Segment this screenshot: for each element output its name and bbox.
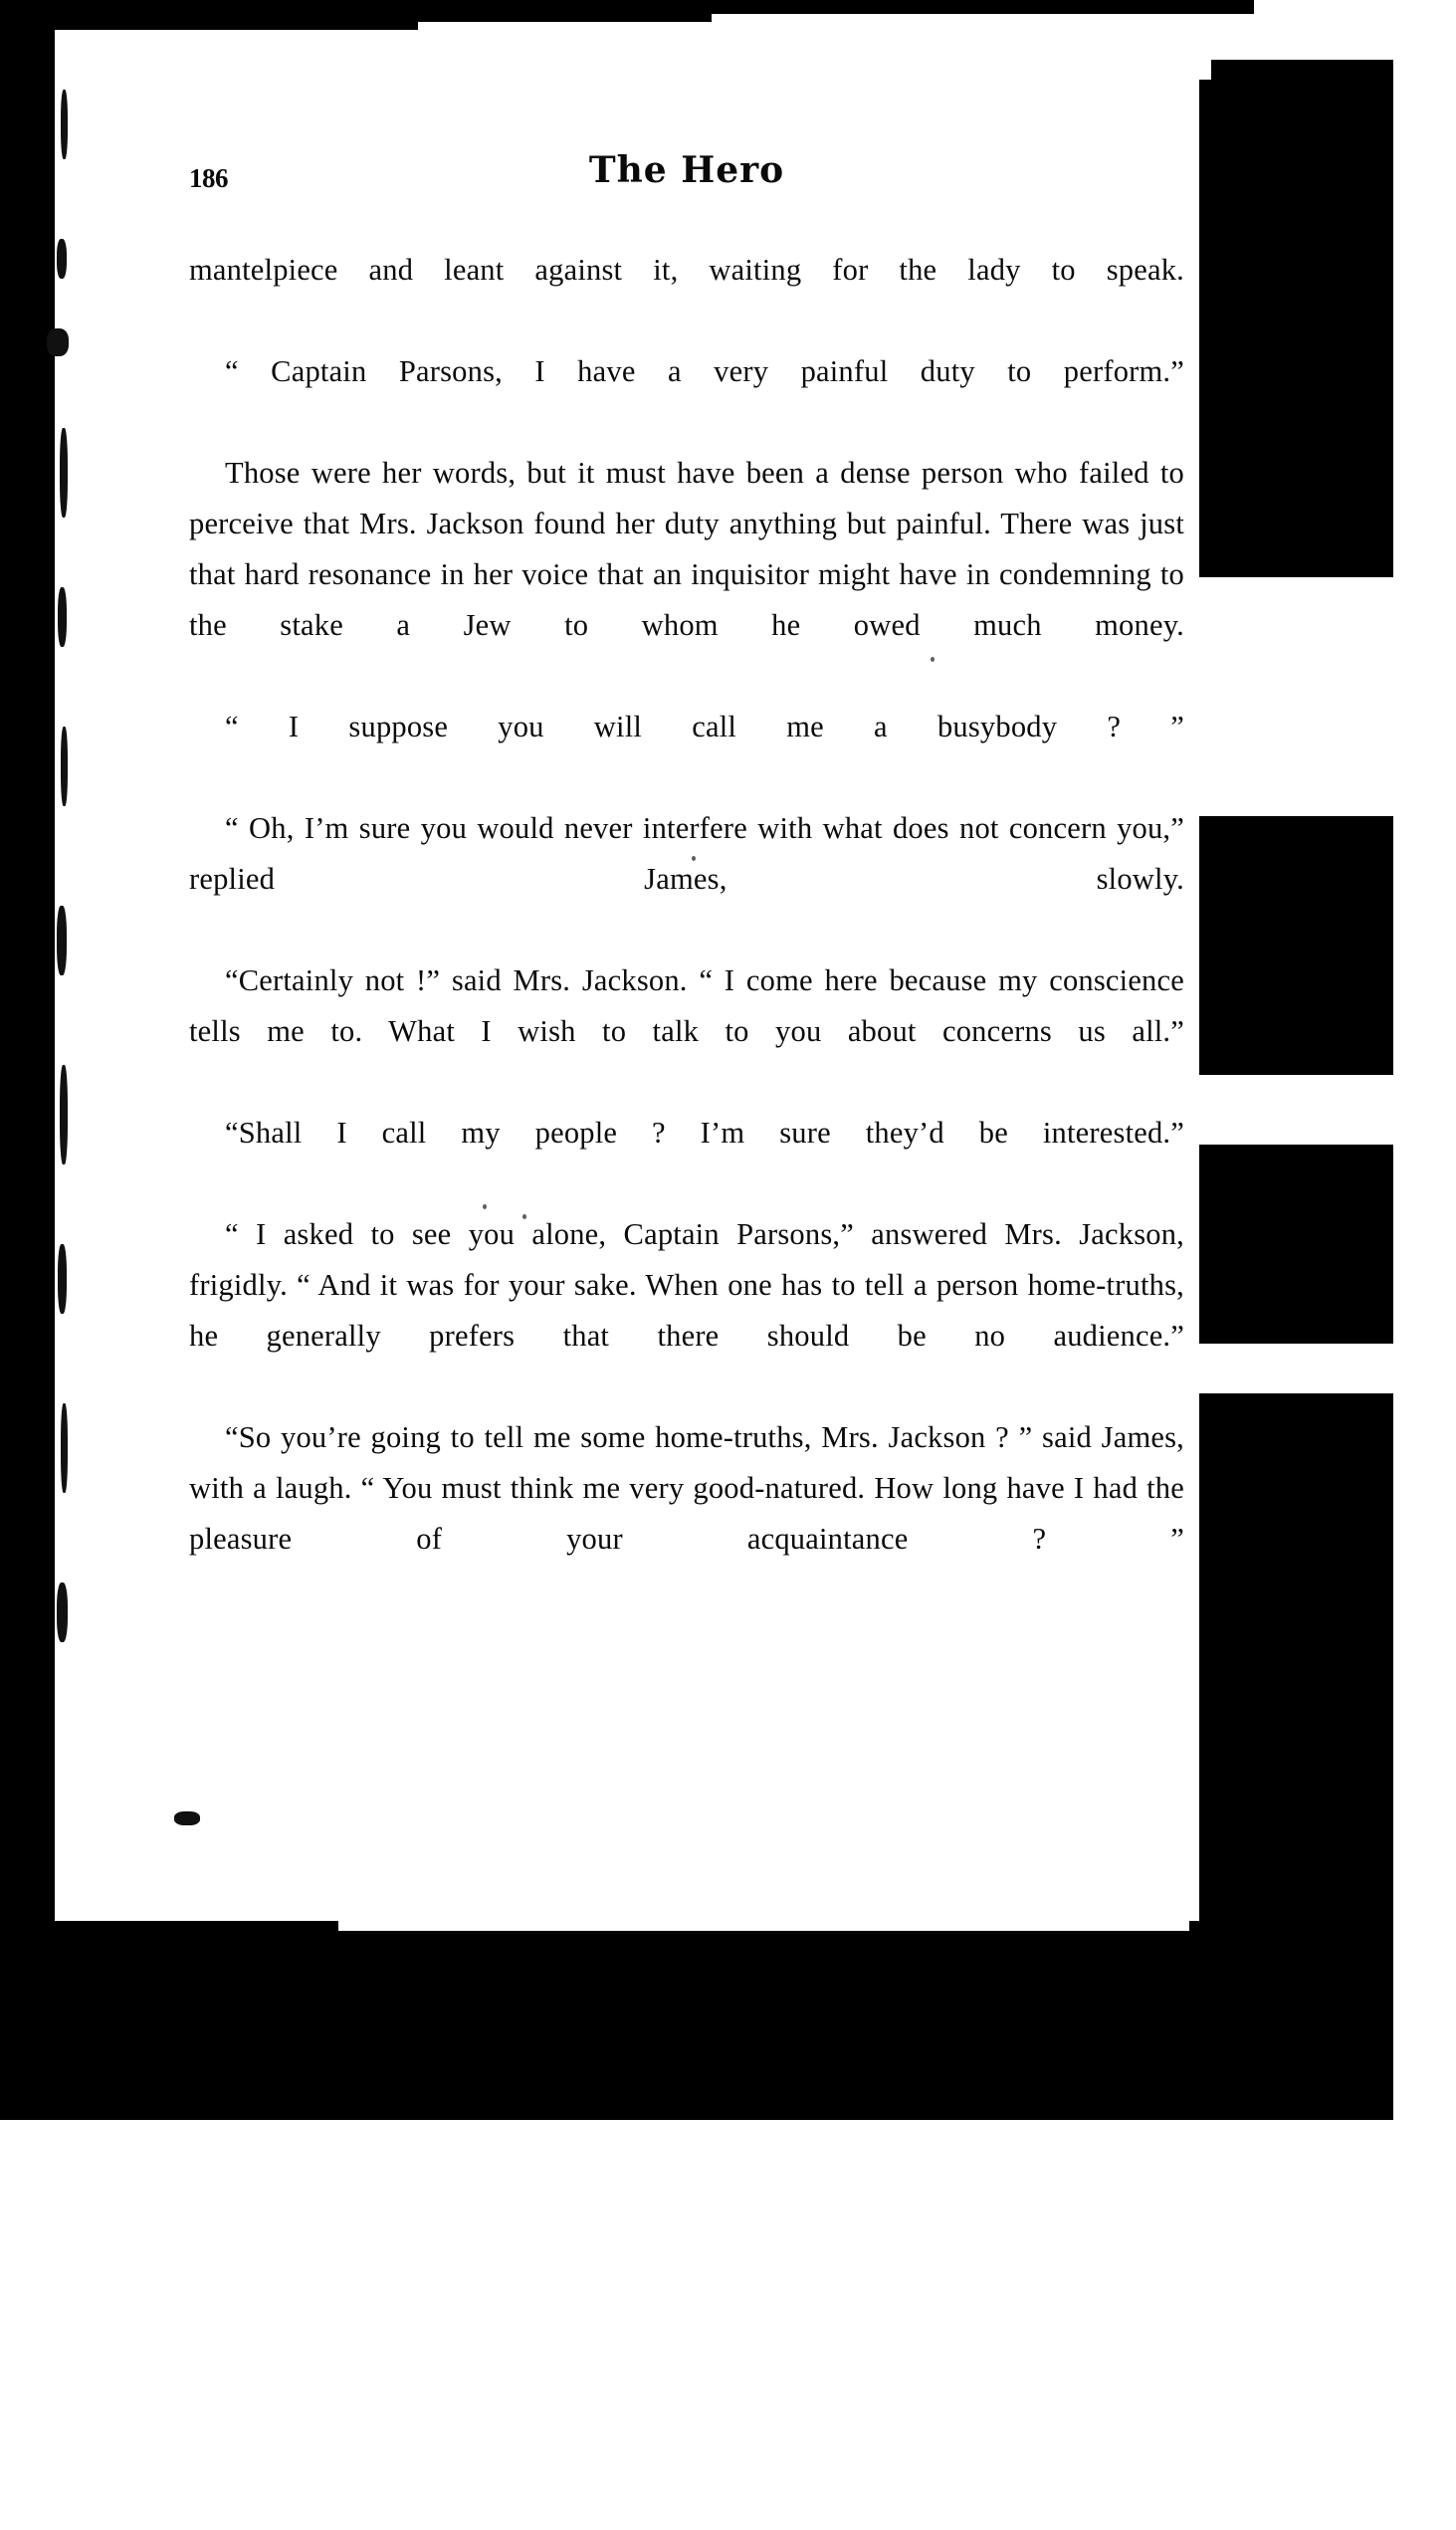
edge-speckle [57,239,67,279]
scan-edge-left [0,0,60,2120]
page-header [189,149,1184,219]
paragraph: mantelpiece and leant against it, waiting for the lady to speak. [189,253,1184,287]
edge-speckle [47,328,69,356]
scan-edge-right-b [1174,816,1393,1075]
edge-speckle [60,1065,68,1164]
edge-speckle [58,587,67,647]
page-number: 186 [189,163,228,193]
scan-edge-bottom [0,1931,1393,2120]
scan-edge-right-c [1199,1145,1393,1344]
edge-speckle [61,90,68,159]
running-title: The Hero [588,149,785,191]
edge-speckle [61,1403,68,1493]
paragraph: “Shall I call my people ? I’m sure they’d be interested.” [225,1116,1184,1150]
scan-edge-right-a [1189,60,1393,577]
scan-edge-top-c [697,0,1254,14]
edge-speckle [61,727,68,806]
paragraph: “Certainly not !” said Mrs. Jackson. “ I come here because my conscience tells me to. What I wish to talk to you about concerns us all.” [189,963,1184,1048]
edge-speckle [60,428,68,518]
paragraph: “So you’re going to tell me some home-truths, Mrs. Jackson ? ” said James, with a laugh. “ You must think me very good-natured. How long have I had the pleasure of your acquaintance ? ” [189,1420,1184,1556]
paragraph: “ I asked to see you alone, Captain Parsons,” answered Mrs. Jackson, frigidly. “ And it was for your sake. When one has to tell a person home-truths, he generally prefers that there should be no audience.” [189,1217,1184,1353]
scan-edge-top-b [413,0,712,22]
page-text-block [189,149,1184,1615]
paragraph: “ Captain Parsons, I have a very painful duty to perform.” [225,354,1184,388]
edge-speckle [174,1811,200,1825]
paragraph: “ I suppose you will call me a busybody ? ” [225,710,1184,743]
edge-speckle [57,906,67,975]
paragraph: Those were her words, but it must have been a dense person who failed to perceive that Mrs. Jackson found her duty anything but painful. There was just that hard resonance in her voice that an inquisitor might have in condemning to the stake a Jew to whom he owed much money. [189,456,1184,642]
paragraph: “ Oh, I’m sure you would never interfere with what does not concern you,” replied James, slowly. [189,811,1184,896]
edge-speckle [57,1582,68,1642]
edge-speckle [58,1244,67,1314]
